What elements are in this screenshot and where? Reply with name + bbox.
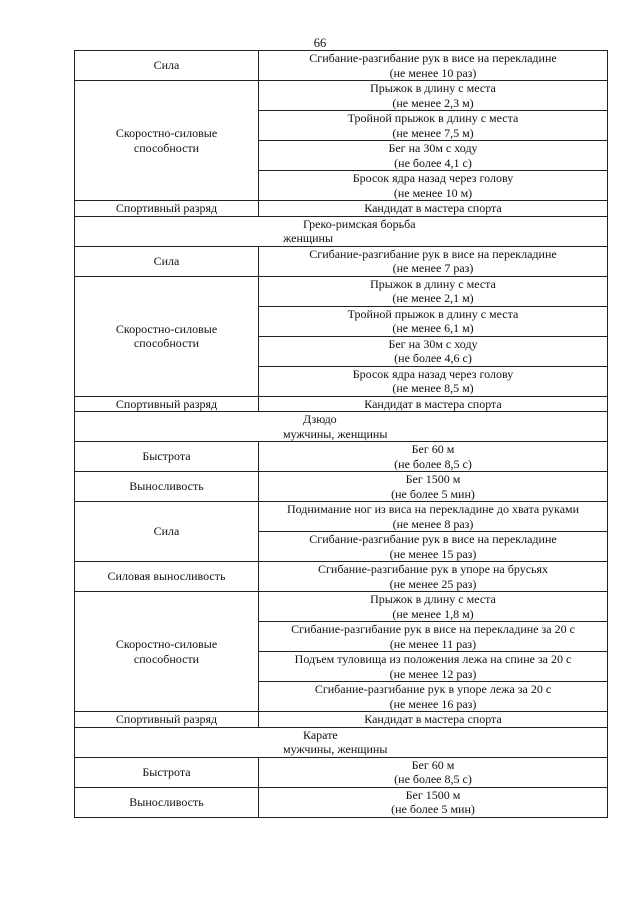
test-cell xyxy=(259,51,608,81)
test-text: (не менее 6,1 м) xyxy=(392,321,474,335)
table-row xyxy=(75,502,608,532)
test-cell xyxy=(259,81,608,111)
table-row xyxy=(75,757,608,787)
quality-cell xyxy=(75,276,259,396)
test-text: Прыжок в длину с места xyxy=(370,276,496,291)
test-cell xyxy=(259,562,608,592)
test-cell xyxy=(259,276,608,306)
test-text: Тройной прыжок в длину с места xyxy=(347,111,519,125)
table-row xyxy=(75,472,608,502)
test-cell xyxy=(259,502,608,532)
table-row xyxy=(75,592,608,622)
test-cell xyxy=(259,682,608,712)
quality-label: Скоростно-силовые xyxy=(115,637,218,651)
test-text: (не менее 25 раз) xyxy=(389,576,477,591)
quality-label: Сила xyxy=(153,524,180,539)
test-cell xyxy=(259,111,608,141)
quality-label: Сила xyxy=(153,58,180,73)
test-text: Прыжок в длину с места xyxy=(370,81,496,95)
quality-cell xyxy=(75,712,259,728)
table-row xyxy=(75,51,608,81)
test-text: (не менее 7 раз) xyxy=(392,261,474,275)
test-cell xyxy=(259,712,608,728)
table-row xyxy=(75,787,608,817)
test-text: Сгибание-разгибание рук в висе на перекладине за 20 с xyxy=(291,622,575,636)
test-text: Подъем туловища из положения лежа на спине за 20 с xyxy=(294,652,572,666)
test-text: (не менее 10 раз) xyxy=(389,65,477,80)
test-text: (не более 8,5 с) xyxy=(394,456,472,471)
test-text: Бег 60 м xyxy=(411,442,455,456)
test-cell xyxy=(259,171,608,201)
quality-cell xyxy=(75,592,259,712)
test-text: (не менее 2,3 м) xyxy=(392,95,474,110)
quality-cell xyxy=(75,442,259,472)
test-text: Кандидат в мастера спорта xyxy=(364,396,502,411)
table-row xyxy=(75,396,608,412)
test-text: Сгибание-разгибание рук в висе на перекладине xyxy=(309,532,557,546)
test-text: Сгибание-разгибание рук в упоре лежа за 20 с xyxy=(314,682,552,696)
quality-cell xyxy=(75,562,259,592)
test-text: Бег на 30м с ходу xyxy=(388,336,478,351)
table-row xyxy=(75,246,608,276)
page-number: 66 xyxy=(313,36,327,50)
test-text: Сгибание-разгибание рук в висе на перекладине xyxy=(309,51,557,65)
quality-cell xyxy=(75,757,259,787)
test-text: (не менее 11 раз) xyxy=(389,636,477,651)
test-text: (не менее 10 м) xyxy=(393,185,473,200)
quality-label: способности xyxy=(133,336,200,350)
table-row xyxy=(75,81,608,111)
quality-label: Быстрота xyxy=(142,449,191,464)
quality-label: Спортивный разряд xyxy=(115,396,218,411)
test-cell xyxy=(259,396,608,412)
test-cell xyxy=(259,246,608,276)
test-text: (не менее 12 раз) xyxy=(389,666,477,681)
test-cell xyxy=(259,757,608,787)
section-title: Карате xyxy=(303,727,338,742)
test-text: Тройной прыжок в длину с места xyxy=(347,306,519,321)
test-cell xyxy=(259,652,608,682)
test-text: Кандидат в мастера спорта xyxy=(364,201,502,215)
quality-label: способности xyxy=(133,651,200,666)
section-title: Греко-римская борьба xyxy=(303,216,416,231)
test-text: Бег 60 м xyxy=(411,757,455,772)
test-text: Сгибание-разгибание рук в упоре на брусьях xyxy=(317,562,549,576)
test-text: (не более 4,6 с) xyxy=(394,351,472,365)
quality-cell xyxy=(75,472,259,502)
test-cell xyxy=(259,201,608,217)
section-header-row xyxy=(75,727,608,757)
test-text: (не менее 8 раз) xyxy=(392,516,474,531)
quality-cell xyxy=(75,502,259,562)
test-cell xyxy=(259,366,608,396)
test-text: (не более 5 мин) xyxy=(391,802,475,816)
test-cell xyxy=(259,472,608,502)
test-cell xyxy=(259,336,608,366)
test-text: Бег 1500 м xyxy=(405,472,461,486)
test-text: Сгибание-разгибание рук в висе на перекладине xyxy=(309,246,557,261)
test-text: Бег 1500 м xyxy=(405,787,461,802)
test-cell xyxy=(259,306,608,336)
test-text: (не более 8,5 с) xyxy=(394,772,472,786)
quality-cell xyxy=(75,201,259,217)
table-row xyxy=(75,201,608,217)
quality-label: Силовая выносливость xyxy=(107,569,226,584)
test-text: (не менее 2,1 м) xyxy=(392,291,474,305)
table-row xyxy=(75,276,608,306)
test-text: (не менее 16 раз) xyxy=(389,696,477,711)
test-text: Бег на 30м с ходу xyxy=(388,141,478,155)
quality-label: Скоростно-силовые xyxy=(115,321,218,336)
quality-cell xyxy=(75,246,259,276)
table-row xyxy=(75,712,608,728)
test-cell xyxy=(259,592,608,622)
norms-table xyxy=(74,50,608,818)
quality-label: Спортивный разряд xyxy=(115,201,218,215)
test-cell xyxy=(259,532,608,562)
table-row xyxy=(75,562,608,592)
test-cell xyxy=(259,787,608,817)
test-text: Прыжок в длину с места xyxy=(370,592,496,606)
test-text: Поднимание ног из виса на перекладине до хвата руками xyxy=(286,502,580,516)
quality-cell xyxy=(75,51,259,81)
section-header-row xyxy=(75,412,608,442)
quality-label: Быстрота xyxy=(142,764,191,779)
quality-label: Спортивный разряд xyxy=(115,712,218,726)
test-text: Кандидат в мастера спорта xyxy=(364,712,502,726)
test-cell xyxy=(259,442,608,472)
table-row xyxy=(75,442,608,472)
section-subtitle: мужчины, женщины xyxy=(283,742,388,756)
test-text: Бросок ядра назад через голову xyxy=(352,366,514,381)
quality-label: Скоростно-силовые xyxy=(115,126,218,140)
section-subtitle: мужчины, женщины xyxy=(283,426,388,441)
quality-cell xyxy=(75,396,259,412)
test-text: (не более 5 мин) xyxy=(391,486,475,501)
quality-label: способности xyxy=(133,140,200,155)
test-cell xyxy=(259,141,608,171)
quality-label: Выносливость xyxy=(129,479,204,494)
test-cell xyxy=(259,622,608,652)
test-text: (не менее 7,5 м) xyxy=(392,125,474,140)
section-header-row xyxy=(75,216,608,246)
test-text: (не менее 8,5 м) xyxy=(392,381,474,395)
quality-cell xyxy=(75,787,259,817)
quality-cell xyxy=(75,81,259,201)
test-text: (не более 4,1 с) xyxy=(394,155,472,170)
section-subtitle: женщины xyxy=(283,231,334,245)
test-text: (не менее 1,8 м) xyxy=(392,606,474,621)
test-text: (не менее 15 раз) xyxy=(389,546,477,561)
test-text: Бросок ядра назад через голову xyxy=(352,171,514,185)
section-title: Дзюдо xyxy=(303,412,337,426)
quality-label: Выносливость xyxy=(129,794,204,809)
quality-label: Сила xyxy=(153,253,180,268)
